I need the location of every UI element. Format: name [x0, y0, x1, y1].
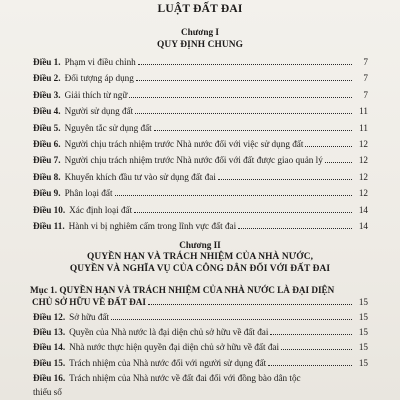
toc-entry-text: Phân loại đất — [64, 188, 113, 199]
toc-entry — [33, 188, 368, 200]
toc-entry — [33, 205, 368, 217]
toc-entry — [33, 358, 368, 370]
section-1-heading — [30, 284, 368, 308]
toc-entry-text: Quyền của Nhà nước là đại diện chủ sở hữu về đất đai — [69, 327, 269, 338]
leader-dots — [129, 97, 352, 98]
leader-dots — [305, 146, 352, 147]
toc-entry-page: 12 — [358, 188, 368, 199]
toc-entry-text: Khuyến khích đầu tư vào sử dụng đất đai — [64, 171, 216, 182]
leader-dots — [154, 130, 352, 131]
chapter-1-number: Chương I — [181, 27, 219, 37]
toc-entry — [33, 373, 368, 385]
toc-entry-label: Điều 13. — [33, 327, 66, 338]
toc-entry-text: Nguyên tắc sử dụng đất — [64, 122, 152, 133]
toc-entry-page: 12 — [358, 155, 368, 166]
toc-entry — [33, 90, 368, 102]
toc-entry-label: Điều 16. — [33, 372, 66, 383]
toc-entry-text: Phạm vi điều chỉnh — [64, 57, 136, 67]
toc-entry-label: Điều 2. — [33, 73, 61, 84]
chapter-1-title: QUY ĐỊNH CHUNG — [157, 40, 243, 50]
leader-dots — [138, 64, 352, 65]
toc-entry-page: 14 — [358, 221, 368, 231]
leader-dots — [148, 304, 352, 305]
leader-dots — [238, 228, 352, 229]
toc-entry — [33, 57, 368, 69]
section-1-line-2-row — [30, 296, 368, 308]
toc-entry-text: Người chịu trách nhiệm trước Nhà nước đối với việc sử dụng đất — [64, 139, 304, 149]
chapter-2-title-line-2: QUYỀN VÀ NGHĨA VỤ CỦA CÔNG DÂN ĐỐI VỚI ĐẤT ĐAI — [69, 264, 331, 274]
toc-entry-label: Điều 10. — [33, 204, 66, 215]
toc-entry-text: Đối tượng áp dụng — [64, 73, 134, 84]
toc-entry-page: 15 — [358, 327, 368, 338]
leader-dots — [270, 334, 352, 335]
toc-entry-page: 12 — [358, 139, 368, 149]
leader-dots — [268, 365, 352, 366]
leader-dots — [218, 179, 352, 180]
toc-entry-page: 7 — [363, 89, 368, 100]
toc-entry-label: Điều 4. — [33, 106, 61, 117]
toc-entry-label: Điều 15. — [33, 357, 66, 368]
toc-entry-label: Điều 5. — [33, 122, 61, 133]
toc-entry-page: 7 — [363, 73, 368, 84]
toc-entry-page: 7 — [363, 57, 368, 67]
toc-entry — [33, 342, 368, 354]
toc-entry — [33, 312, 368, 324]
toc-entry-text: Giải thích từ ngữ — [64, 89, 128, 100]
toc-entry-page: 15 — [358, 357, 368, 368]
toc-entry — [33, 172, 368, 184]
toc-entry-text: Nhà nước thực hiện quyền đại diện chủ sở hữu về đất đai — [69, 342, 280, 353]
toc-entry — [33, 73, 368, 85]
chapter-2-title-line-1: QUYỀN HẠN VÀ TRÁCH NHIỆM CỦA NHÀ NƯỚC, — [86, 252, 314, 262]
toc-entry-label: Điều 8. — [33, 171, 61, 182]
toc-entry-page: 12 — [358, 171, 368, 182]
entry-16-continuation: thiểu số — [33, 387, 62, 397]
toc-entry — [33, 221, 368, 233]
toc-entry-page: 11 — [359, 122, 368, 133]
toc-entry — [33, 123, 368, 135]
toc-entry — [33, 106, 368, 118]
toc-entry-text: Sở hữu đất — [69, 312, 110, 322]
chapter-2-number: Chương II — [179, 240, 221, 250]
section-1-line-2: CHỦ SỞ HỮU VỀ ĐẤT ĐAI — [32, 297, 146, 307]
leader-dots — [111, 319, 352, 320]
leader-dots — [135, 113, 352, 114]
toc-entry-label: Điều 9. — [33, 188, 61, 199]
toc-entry-text: Hành vi bị nghiêm cấm trong lĩnh vực đất đai — [68, 221, 237, 231]
section-1-page: 15 — [358, 297, 368, 307]
toc-entry — [33, 327, 368, 339]
leader-dots — [136, 80, 352, 81]
leader-dots — [115, 195, 352, 196]
toc-entry-text: Trách nhiệm của Nhà nước về đất đai đối với đồng bào dân tộc — [69, 372, 301, 383]
toc-entry-page: 15 — [358, 312, 368, 322]
toc-entry-text: Người chịu trách nhiệm trước Nhà nước đối với đất được giao quản lý — [64, 155, 323, 166]
toc-entry-page: 14 — [358, 204, 368, 215]
toc-entry-page: 15 — [358, 342, 368, 353]
toc-entry-label: Điều 11. — [33, 221, 65, 231]
toc-entry-text: Trách nhiệm của Nhà nước đối với người sử dụng đất — [69, 357, 267, 368]
section-1-line-1: Mục 1. QUYỀN HẠN VÀ TRÁCH NHIỆM CỦA NHÀ NƯỚC LÀ ĐẠI DIỆN — [30, 285, 335, 295]
toc-entry-page: 11 — [359, 106, 368, 117]
toc-entry — [33, 155, 368, 167]
leader-dots — [134, 212, 352, 213]
toc-entry-label: Điều 1. — [33, 57, 61, 67]
toc-entry-label: Điều 14. — [33, 342, 66, 353]
toc-entry-label: Điều 3. — [33, 89, 61, 100]
toc-entry-label: Điều 6. — [33, 139, 61, 149]
toc-entry — [33, 139, 368, 151]
toc-entry-text: Xác định loại đất — [69, 204, 133, 215]
toc-entry-text: Người sử dụng đất — [64, 106, 134, 117]
page-title: LUẬT ĐẤT ĐAI — [157, 3, 243, 15]
leader-dots — [325, 162, 352, 163]
toc-entry-label: Điều 7. — [33, 155, 61, 166]
leader-dots — [281, 349, 352, 350]
toc-entry-label: Điều 12. — [33, 312, 66, 322]
